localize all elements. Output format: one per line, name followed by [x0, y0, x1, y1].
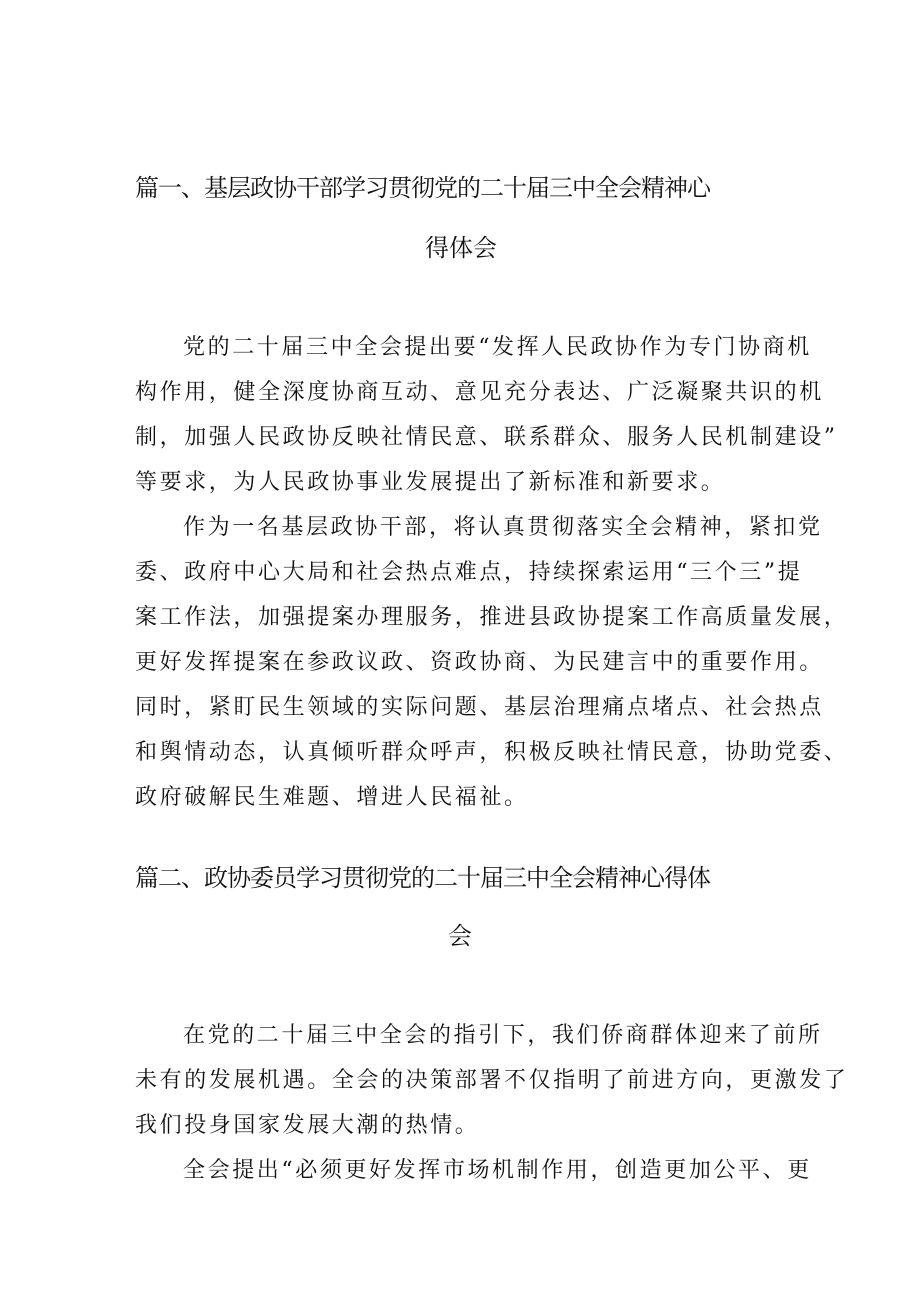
section-1-heading-line-1: 篇一、基层政协干部学习贯彻党的二十届三中全会精神心	[135, 174, 710, 202]
section-2-heading-line-2: 会	[448, 922, 472, 950]
section-2-paragraph-2-line-1: 全会提出“必须更好发挥市场机制作用，创造更加公平、更	[183, 1158, 812, 1183]
section-1-paragraph-1-line-3: 制，加强人民政协反映社情民意、联系群众、服务人民机制建设”	[135, 425, 838, 450]
section-1-paragraph-2-line-6: 和舆情动态，认真倾听群众呼声，积极反映社情民意，协助党委、	[135, 740, 849, 765]
section-1-paragraph-1-line-2: 构作用，健全深度协商互动、意见充分表达、广泛凝聚共识的机	[135, 380, 824, 405]
section-1-paragraph-1-line-1: 党的二十届三中全会提出要“发挥人民政协作为专门协商机	[183, 335, 812, 360]
section-1-paragraph-2-line-2: 委、政府中心大局和社会热点难点，持续探索运用“三个三”提	[135, 560, 803, 585]
section-1-paragraph-1-line-4: 等要求，为人民政协事业发展提出了新标准和新要求。	[135, 470, 726, 495]
section-2-paragraph-1-line-3: 我们投身国家发展大潮的热情。	[135, 1113, 480, 1138]
section-2-paragraph-1-line-2: 未有的发展机遇。全会的决策部署不仅指明了前进方向，更激发了	[135, 1068, 849, 1093]
section-1-heading-line-2: 得体会	[425, 234, 497, 262]
section-1-paragraph-2-line-7: 政府破解民生难题、增进人民福祉。	[135, 785, 529, 810]
section-1-paragraph-2-line-3: 案工作法，加强提案办理服务，推进县政协提案工作高质量发展，	[135, 605, 849, 630]
section-1-paragraph-2-line-1: 作为一名基层政协干部，将认真贯彻落实全会精神，紧扣党	[183, 515, 823, 540]
section-1-paragraph-2-line-4: 更好发挥提案在参政议政、资政协商、为民建言中的重要作用。	[135, 650, 824, 675]
section-2-heading-line-1: 篇二、政协委员学习贯彻党的二十届三中全会精神心得体	[135, 864, 710, 892]
section-1-paragraph-2-line-5: 同时，紧盯民生领域的实际问题、基层治理痛点堵点、社会热点	[135, 695, 824, 720]
section-2-paragraph-1-line-1: 在党的二十届三中全会的指引下，我们侨商群体迎来了前所	[183, 1023, 823, 1048]
